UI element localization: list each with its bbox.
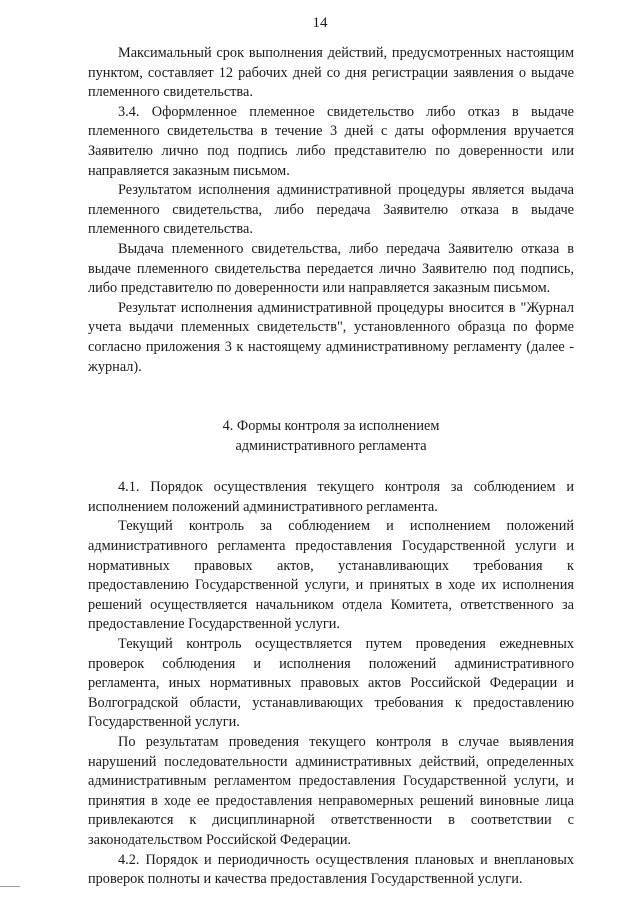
document-body [88,44,574,890]
section-heading-line1: 4. Формы контроля за исполнением [222,418,440,435]
paragraph-max-term: Максимальный срок выполнения действий, предусмотренных настоящим пунктом, составляет 12 рабочих дней со дня регистрации заявления о выдаче племенного свидетельства. [88,45,574,101]
paragraph-delivery: Выдача племенного свидетельства, либо передача Заявителю отказа в выдаче племенного свидетельства передается лично Заявителю под подпись, либо представителю по доверенности или направляется заказным письмом. [88,240,574,297]
paragraph-violations: По результатам проведения текущего контроля в случае выявления нарушений последовательности административных действий, определенных административным регламентом предоставления Государственной услуги, и принятия в ходе ее предоставления неправомерных решений виновные лица привлекаются к дисциплинарной ответственности в соответствии с законодательством Российской Федерации. [88,734,574,848]
paragraph-4-2: 4.2. Порядок и периодичность осуществления плановых и внеплановых проверок полноты и качества предоставления Государственной услуги. [88,851,574,888]
section-heading-line2: административного регламента [235,437,427,454]
paragraph-journal: Результат исполнения административной процедуры вносится в "Журнал учета выдачи племенных свидетельств", установленного образца по форме согласно приложения 3 к настоящему административному регламенту (далее - журнал). [88,299,574,375]
paragraph-4-1: 4.1. Порядок осуществления текущего контроля за соблюдением и исполнением положений административного регламента. [88,479,574,515]
paragraph-daily-checks: Текущий контроль осуществляется путем проведения ежедневных проверок соблюдения и исполнения положений административного регламента, иных нормативных правовых актов Российской Федерации и Волгоградской области, устанавливающих требования к предоставлению Государственной услуги. [88,636,574,731]
paragraph-3-4: 3.4. Оформленное племенное свидетельство либо отказ в выдаче племенного свидетельства в течение 3 дней с даты оформления вручается Заявителю лично под подпись либо представителю по доверенности или направляется заказным письмом. [88,103,574,179]
margin-mark [0,886,20,887]
paragraph-current-control: Текущий контроль за соблюдением и исполнением положений административного регламента предоставления Государственной услуги и нормативных правовых актов, устанавливающих требования к предоставлению Государственной услуги, и принятых в ходе их исполнения решений осуществляется начальником отдела Комитета, ответственного за предоставление Государственной услуги. [88,518,574,633]
paragraph-result: Результатом исполнения административной процедуры является выдача племенного свидетельства, либо передача Заявителю отказа в выдаче племенного свидетельства. [88,182,574,238]
page-number: 14 [312,15,328,31]
section-heading [88,417,574,456]
